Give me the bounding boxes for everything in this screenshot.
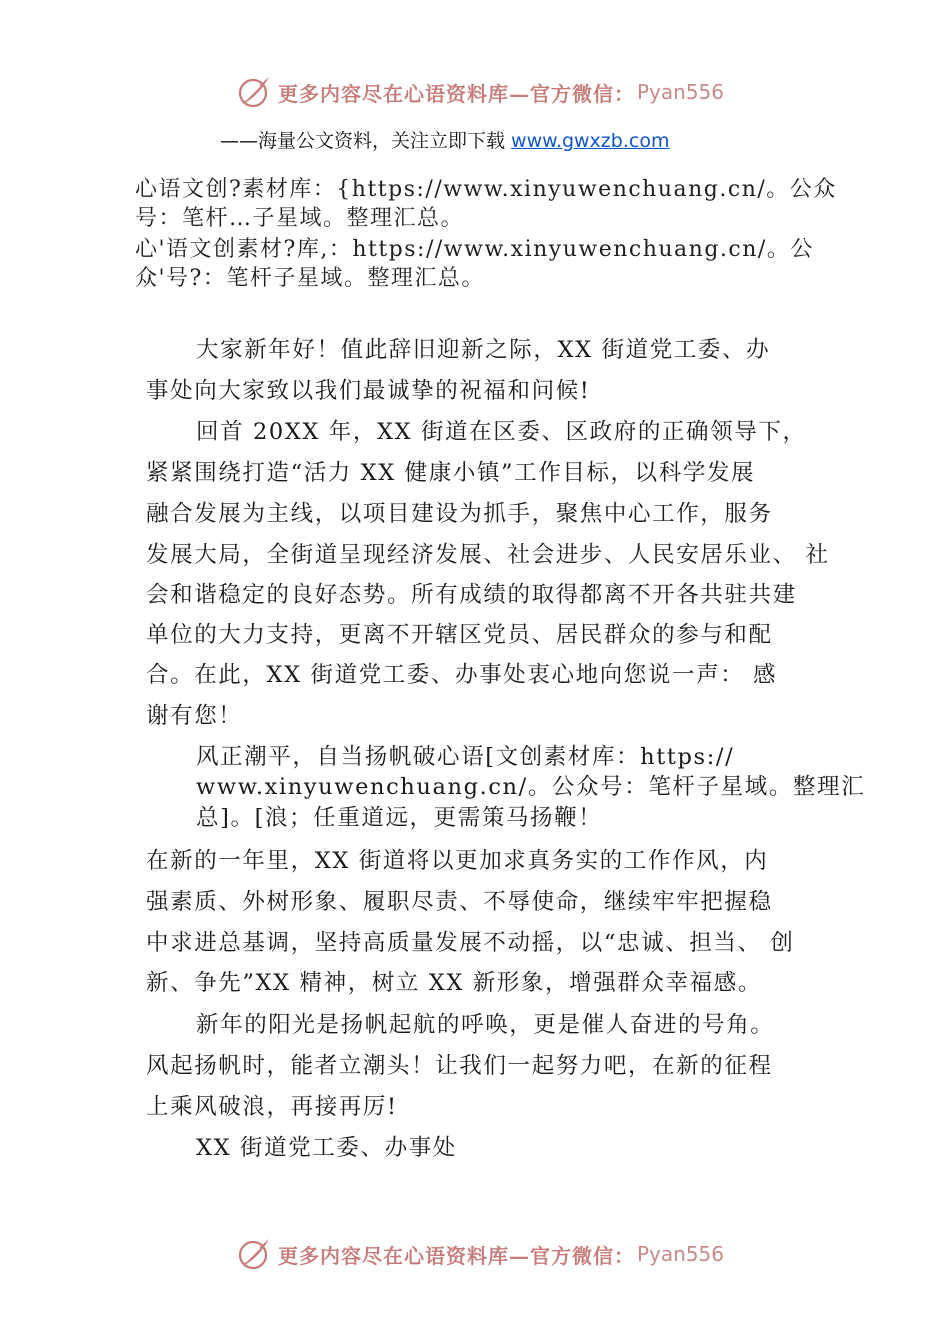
paragraph-line: 中求进总基调，坚持高质量发展不动摇，以“忠诚、担当、 创 [146,930,795,956]
banner-wechat-id: Pyan556 [637,80,725,104]
watermark-line: 心语文创?素材库：{https://www.xinyuwenchuang.cn/。公众 [135,177,837,202]
paragraph-line: 谢有您！ [146,703,243,729]
paragraph-line: 上乘风破浪，再接再厉! [146,1094,398,1120]
footer-banner [0,1232,950,1276]
download-link[interactable]: www.gwxzb.com [511,130,670,152]
signature-line: XX 街道党工委、办事处 [196,1135,457,1161]
header-banner [0,70,950,114]
watermark-line: 心'语文创素材?库,：https://www.xinyuwenchuang.cn/。公 [135,237,814,262]
paragraph-line: 大家新年好！值此辞旧迎新之际，XX 街道党工委、办 [196,337,771,363]
paragraph-line: www.xinyuwenchuang.cn/。公众号：笔杆子星域。整理汇 [196,774,866,800]
paragraph-line: 风起扬帆时，能者立潮头！让我们一起努力吧，在新的征程 [146,1053,773,1079]
banner-text: 更多内容尽在心语资料库—官方微信： [278,1243,635,1268]
paragraph-line: 单位的大力支持，更离不开辖区党员、居民群众的参与和配 [146,622,773,648]
paragraph-line: 事处向大家致以我们最诚挚的祝福和问候! [146,378,591,404]
quill-logo-icon [236,74,272,110]
paragraph-line: 合。在此，XX 街道党工委、办事处衷心地向您说一声： 感 [146,662,778,688]
paragraph-line: 新、争先”XX 精神，树立 XX 新形象，增强群众幸福感。 [146,970,762,996]
paragraph-line: 总]。[浪；任重道远，更需策马扬鞭！ [196,805,603,831]
quill-logo-icon [236,1236,272,1272]
banner-wechat-id: Pyan556 [637,1242,725,1266]
paragraph-line: 新年的阳光是扬帆起航的呼唤，更是催人奋进的号角。 [196,1012,775,1038]
paragraph-line: 回首 20XX 年，XX 街道在区委、区政府的正确领导下， [196,419,807,445]
paragraph-line: 紧紧围绕打造“活力 XX 健康小镇”工作目标，以科学发展 [146,460,756,486]
paragraph-line: 强素质、外树形象、履职尽责、不辱使命，继续牢牢把握稳 [146,889,773,915]
paragraph-line: 在新的一年里，XX 街道将以更加求真务实的工作作风，内 [146,848,769,874]
watermark-line: 号：笔杆…子星域。整理汇总。 [135,206,465,231]
paragraph-line: 发展大局，全街道呈现经济发展、社会进步、人民安居乐业、 社 [146,542,830,568]
download-notice-text: ——海量公文资料，关注立即下载 [220,130,512,152]
paragraph-line: 融合发展为主线，以项目建设为抓手，聚焦中心工作，服务 [146,501,773,527]
watermark-line: 众'号?：笔杆子星域。整理汇总。 [135,266,485,291]
paragraph-line: 风正潮平，自当扬帆破心语[文创素材库：https:// [196,744,735,770]
paragraph-line: 会和谐稳定的良好态势。所有成绩的取得都离不开各共驻共建 [146,582,797,608]
download-notice [220,126,669,153]
banner-text: 更多内容尽在心语资料库—官方微信： [278,81,635,106]
